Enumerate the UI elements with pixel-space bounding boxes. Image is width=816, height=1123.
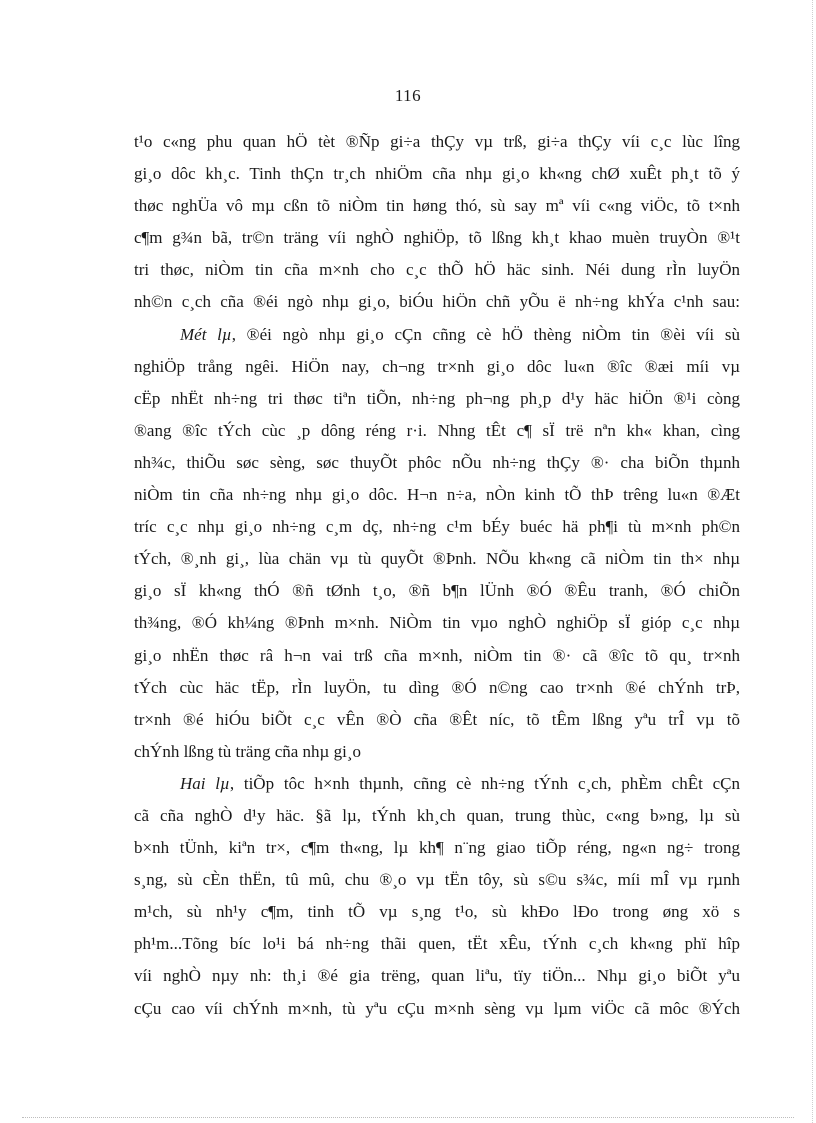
line-text: gi¸o sÏ kh«ng thÓ ®ñ tØnh t¸o, ®ñ b¶n lÜnh ®Ó ®Êu tranh, ®Ó chiÕn — [134, 581, 740, 601]
page-bottom-edge — [22, 1117, 794, 1118]
text-line — [134, 479, 740, 511]
page-right-edge — [812, 0, 813, 1123]
text-line — [134, 640, 740, 672]
line-text: tríc c¸c nhµ gi¸o nh÷ng c¸m dç, nh÷ng c¹m bÉy buéc hä ph¶i tù m×nh ph©n — [134, 517, 740, 537]
line-text: tÝch, ®¸nh gi¸, lùa chän vµ tù quyÕt ®Þnh. NÕu kh«ng cã niÒm tin th× nhµ — [134, 549, 740, 569]
line-text: tr×nh ®é hiÓu biÕt c¸c vÊn ®Ò cña ®Êt níc, tõ tÊm lßng yªu trÎ vµ tõ — [134, 709, 740, 729]
line-text: m¹ch, sù nh¹y c¶m, tinh tÕ vµ s¸ng t¹o, sù khÐo lÐo trong øng xö s — [134, 902, 740, 922]
text-line — [134, 575, 740, 607]
body-text — [134, 126, 740, 1025]
line-text: tri thøc, niÒm tin cña m×nh cho c¸c thÕ hÖ häc sinh. Néi dung rÌn luyÖn — [134, 260, 740, 280]
text-line — [134, 543, 740, 575]
page-number: 116 — [394, 86, 422, 105]
text-line — [134, 351, 740, 383]
text-line — [134, 190, 740, 222]
line-text: thøc nghÜa vô mµ cßn tõ niÒm tin høng thó, sù say mª víi c«ng viÖc, tõ t×nh — [134, 196, 740, 216]
text-line — [134, 286, 740, 318]
text-line — [134, 896, 740, 928]
line-text: s¸ng, sù cÈn thËn, tû mû, chu ®¸o vµ tËn tôy, sù s©u s¾c, míi mÎ vµ rµnh — [134, 870, 740, 890]
text-line — [134, 222, 740, 254]
line-text: c¶m g¾n bã, tr©n träng víi nghÒ nghiÖp, tõ lßng kh¸t khao muèn truyÒn ®¹t — [134, 228, 740, 248]
text-line — [134, 768, 740, 800]
text-line — [134, 704, 740, 736]
text-line — [134, 158, 740, 190]
paragraph-lead: Mét lµ — [180, 324, 232, 344]
line-text: chÝnh lßng tù träng cña nhµ gi¸o — [134, 741, 361, 761]
line-text: cÇu cao víi chÝnh m×nh, tù yªu cÇu m×nh sèng vµ lµm viÖc cã môc ®Ých — [134, 998, 740, 1018]
text-line — [134, 447, 740, 479]
paragraph-lead: Hai lµ — [180, 773, 230, 793]
line-text: b×nh tÜnh, kiªn tr×, c¶m th«ng, lµ kh¶ n¨ng giao tiÕp réng, ng«n ng÷ trong — [134, 838, 740, 858]
line-text: , ®éi ngò nhµ gi¸o cÇn cñng cè hÖ thèng niÒm tin ®èi víi sù — [231, 324, 740, 344]
line-text: nh¾c, thiÕu søc sèng, søc thuyÕt phôc nÕu nh÷ng thÇy ®· cha biÕn thµnh — [134, 452, 740, 472]
line-text: nghiÖp trång ngêi. HiÖn nay, ch¬ng tr×nh gi¸o dôc lu«n ®îc ®æi míi vµ — [134, 356, 740, 376]
text-line — [134, 960, 740, 992]
text-line — [134, 736, 740, 768]
text-line — [134, 254, 740, 286]
line-text: gi¸o dôc kh¸c. Tinh thÇn tr¸ch nhiÖm cña nhµ gi¸o kh«ng chØ xuÊt ph¸t tõ ý — [134, 164, 740, 184]
line-text: nh©n c¸ch cña ®éi ngò nhµ gi¸o, biÓu hiÖn chñ yÕu ë nh÷ng khÝa c¹nh sau: — [134, 292, 740, 312]
line-text: ®ang ®îc tÝch cùc ¸p dông réng r·i. Nhng tÊt c¶ sÏ trë nªn kh« khan, cìng — [134, 420, 740, 440]
line-text: niÒm tin cña nh÷ng nhµ gi¸o dôc. H¬n n÷a, nÒn kinh tÕ thÞ trêng lu«n ®Æt — [134, 485, 740, 505]
text-line — [134, 993, 740, 1025]
text-line — [134, 126, 740, 158]
text-line — [134, 415, 740, 447]
text-line — [134, 832, 740, 864]
line-text: ph¹m...Tõng bíc lo¹i bá nh÷ng thãi quen, tËt xÊu, tÝnh c¸ch kh«ng phï hîp — [134, 934, 740, 954]
line-text: , tiÕp tôc h×nh thµnh, cñng cè nh÷ng tÝnh c¸ch, phÈm chÊt cÇn — [229, 773, 740, 793]
line-text: t¹o c«ng phu quan hÖ tèt ®Ñp gi÷a thÇy vµ trß, gi÷a thÇy víi c¸c lùc lîng — [134, 132, 740, 151]
line-text: cã cña nghÒ d¹y häc. §ã lµ, tÝnh kh¸ch quan, trung thùc, c«ng b»ng, lµ sù — [134, 805, 740, 825]
text-line — [134, 672, 740, 704]
line-text: cËp nhËt nh÷ng tri thøc tiªn tiÕn, nh÷ng ph¬ng ph¸p d¹y häc hiÖn ®¹i còng — [134, 388, 740, 408]
text-line — [134, 800, 740, 832]
line-text: víi nghÒ nµy nh: th¸i ®é gia trëng, quan liªu, tïy tiÖn... Nhµ gi¸o biÕt yªu — [134, 966, 740, 986]
text-line — [134, 511, 740, 543]
line-text: th¾ng, ®Ó kh¼ng ®Þnh m×nh. NiÒm tin vµo nghÒ nghiÖp sÏ gióp c¸c nhµ — [134, 613, 740, 633]
line-text: gi¸o nhËn thøc râ h¬n vai trß cña m×nh, niÒm tin ®· cã ®îc tõ qu¸ tr×nh — [134, 645, 740, 665]
text-line — [134, 607, 740, 639]
text-line — [134, 864, 740, 896]
text-line — [134, 928, 740, 960]
line-text: tÝch cùc häc tËp, rÌn luyÖn, tu dìng ®Ó n©ng cao tr×nh ®é chÝnh trÞ, — [134, 677, 740, 697]
text-line — [134, 319, 740, 351]
text-line — [134, 383, 740, 415]
